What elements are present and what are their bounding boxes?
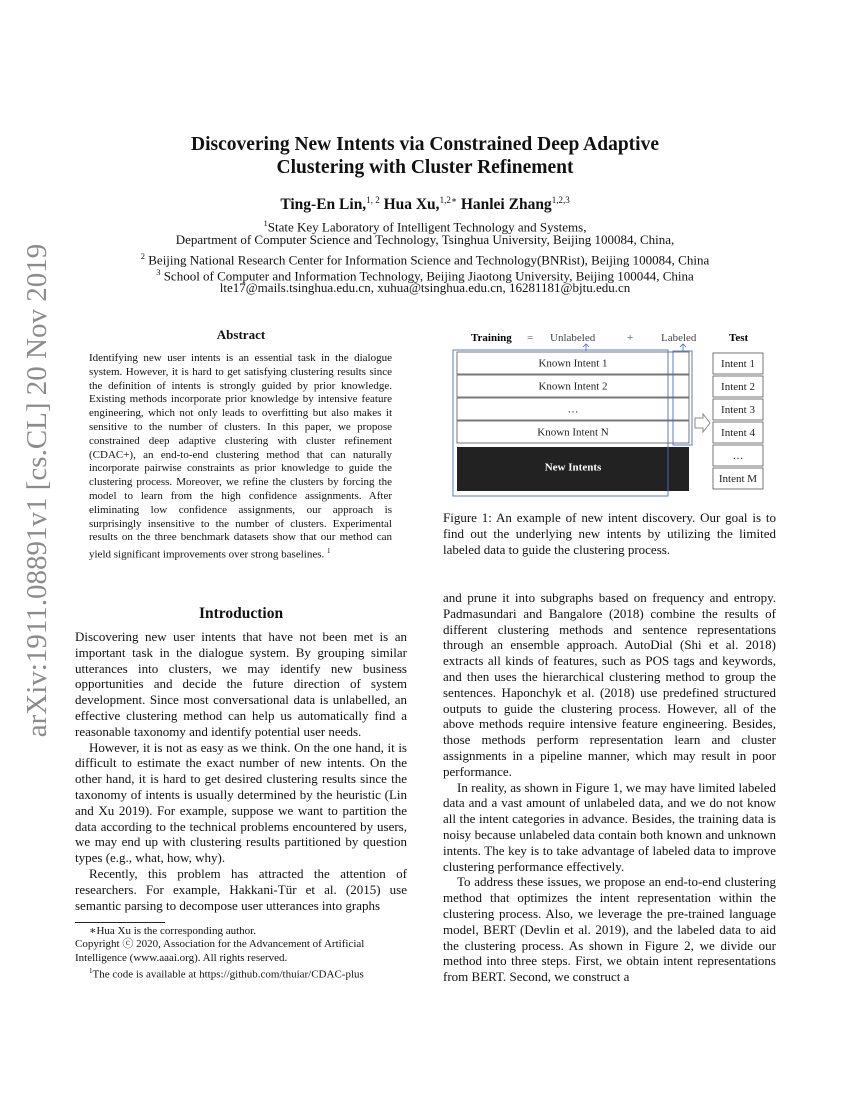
footnote-code	[75, 965, 407, 982]
fig-test-row-label: Intent 1	[721, 358, 755, 370]
arxiv-stamp-text: arXiv:1911.08891v1 [cs.CL] 20 Nov 2019	[21, 243, 54, 737]
figure-1	[440, 325, 780, 505]
fig-test-label: Test	[729, 332, 749, 344]
fig-known-row-label: Known Intent 1	[538, 357, 608, 370]
author-emails: lte17@mails.tsinghua.edu.cn, xuhua@tsinghua.edu.cn, 16281181@bjtu.edu.cn	[219, 280, 631, 295]
intro-paragraph-3: Recently, this problem has attracted the attention of researchers. For example, Hakkani-Tür et al. (2015) use semantic parsing to decompose user utterances into graphs	[75, 865, 407, 913]
aff-3-text: School of Computer and Information Technology, Beijing Jiaotong University, Beijing 100044, China	[163, 268, 694, 284]
author-1-sup: 1, 2	[366, 195, 380, 205]
fig-test-row-label: …	[732, 450, 744, 462]
fig-known-row-label: Known Intent N	[537, 426, 609, 439]
footnote-code-text: The code is available at https://github.com/thuiar/CDAC-plus	[92, 968, 364, 981]
fig-equals: =	[527, 332, 534, 344]
abstract-footnote-mark: 1	[326, 547, 331, 556]
intro-paragraph-2: However, it is not as easy as we think. On the one hand, it is difficult to estimate the exact number of new intents. On the other hand, it is hard to get desired clustering results since the taxonomy of intents is usually determined by the heuristic (Lin and Xu 2019). For example, suppose we want to partition the data according to the technical problems encountered by users, we may end up with clustering results partitioned by question types (e.g., what, how, why).	[75, 739, 407, 866]
figure-1-caption: Figure 1: An example of new intent discovery. Our goal is to find out the underlying new intents by utilizing the limited labeled data to guide the clustering process.	[443, 510, 776, 557]
author-3-sup: 1,2,3	[551, 195, 570, 205]
right-paragraph-2: In reality, as shown in Figure 1, we may have limited labeled data and a vast amount of unlabeled data, and we do not know all the intent categories in advance. Besides, the training data is noisy because unlabeled data contain both known and unknown intents. The key is to take advantage of labeled data to improve clustering performance effectively.	[443, 779, 776, 874]
footnote-code-sup: 1	[89, 967, 93, 976]
affiliation-1b: Department of Computer Science and Technology, Tsinghua University, Beijing 100084, China,	[175, 232, 675, 247]
introduction-heading: Introduction	[198, 605, 284, 622]
author-list	[0, 195, 850, 214]
fig-labeled-pointer	[680, 344, 686, 351]
fig-labeled-label: Labeled	[661, 332, 697, 344]
abstract-body	[89, 352, 392, 563]
fig-training-label: Training	[471, 332, 512, 344]
fig-test-row-label: Intent 4	[721, 427, 755, 439]
abstract-text: Identifying new user intents is an essential task in the dialogue system. However, it is hard to get satisfying clustering results since the definition of intents is strongly guided by prior knowledge. Existing methods incorporate prior knowledge by intensive feature engineering, which not only leads to overfitting but also makes it sensitive to the number of clusters. In this paper, we propose constrained deep adaptive clustering with cluster refinement (CDAC+), an end-to-end clustering method that can naturally incorporate pairwise constraints as prior knowledge to guide the clustering process. Moreover, we refine the clusters by forcing the model to learn from the high confidence assignments. After eliminating low confidence assignments, our approach is surprisingly insensitive to the number of clusters. Experimental results on the three benchmark datasets show that our method can yield significant improvements over strong baselines.	[89, 352, 392, 561]
aff-1-text: State Key Laboratory of Intelligent Technology and Systems,	[267, 219, 587, 235]
abstract-heading: Abstract	[216, 327, 266, 342]
paper-title-line1: Discovering New Intents via Constrained Deep Adaptive	[191, 134, 659, 155]
arxiv-stamp	[20, 243, 56, 737]
fig-test-row-label: Intent 2	[721, 381, 755, 393]
fig-known-row-label: Known Intent 2	[538, 380, 608, 393]
introduction-body	[75, 629, 407, 913]
author-2: Hua Xu,	[383, 196, 440, 214]
footnotes	[75, 922, 407, 982]
aff-2-text: Beijing National Research Center for Information Science and Technology(BNRist), Beijing 100084, China	[148, 252, 710, 268]
fig-test-intents	[713, 353, 763, 489]
fig-known-intents	[457, 352, 689, 443]
author-3: Hanlei Zhang	[460, 196, 552, 214]
fig-new-intents-label: New Intents	[544, 461, 602, 474]
right-paragraph-3: To address these issues, we propose an end-to-end clustering method that optimizes the intent representation within the clustering process. Also, we leverage the pre-trained language model, BERT (Devlin et al. 2019), and the labeled data to aid the clustering process. As shown in Figure 2, we divide our method into three steps. First, we obtain intent representations from BERT. Second, we construct a	[443, 874, 776, 985]
paper-title-line2: Clustering with Cluster Refinement	[276, 157, 574, 178]
footnote-rule	[75, 922, 165, 923]
author-1: Ting-En Lin,	[280, 196, 367, 214]
fig-test-row-label: Intent 3	[721, 404, 755, 416]
right-paragraph-1: and prune it into subgraphs based on frequency and entropy. Padmasundari and Bangalore (2018) combine the results of different clustering methods and sentence representations through an ensemble approach. AutoDial (Shi et al. 2018) extracts all kinds of features, such as POS tags and keywords, and then uses the hierarchical clustering method to group the sentences. Haponchyk et al. (2018) use predefined structured outputs to guide the clustering process. However, all of the above methods require intensive feature engineering. Besides, those methods perform representation learn and cluster assignments in a pipeline manner, which may result in poor performance.	[443, 590, 776, 779]
fig-known-row-label: …	[567, 403, 579, 416]
fig-unlabeled-label: Unlabeled	[550, 332, 596, 344]
footnote-copyright: Copyright ⓒ 2020, Association for the Advancement of Artificial Intelligence (www.aaai.org). All rights reserved.	[75, 938, 365, 964]
aff-2-sup: 2	[140, 251, 145, 261]
footnote-corresponding: ∗Hua Xu is the corresponding author.	[89, 925, 256, 937]
fig-plus: +	[627, 332, 634, 344]
aff-1-sup: 1	[263, 218, 268, 228]
fig-arrow-icon	[695, 414, 710, 432]
fig-test-row-label: Intent M	[718, 473, 758, 485]
aff-3-sup: 3	[156, 267, 161, 277]
intro-paragraph-1: Discovering new user intents that have not been met is an important task in the dialogue system. By grouping similar utterances into clusters, we may identify new business opportunities and decide the future direction of system development. Since most conversational data is unlabelled, an effective clustering method can help us automatically find a reasonable taxonomy and identify potential user needs.	[75, 629, 407, 739]
right-column-body	[443, 590, 776, 985]
author-2-sup: 1,2∗	[439, 195, 457, 205]
